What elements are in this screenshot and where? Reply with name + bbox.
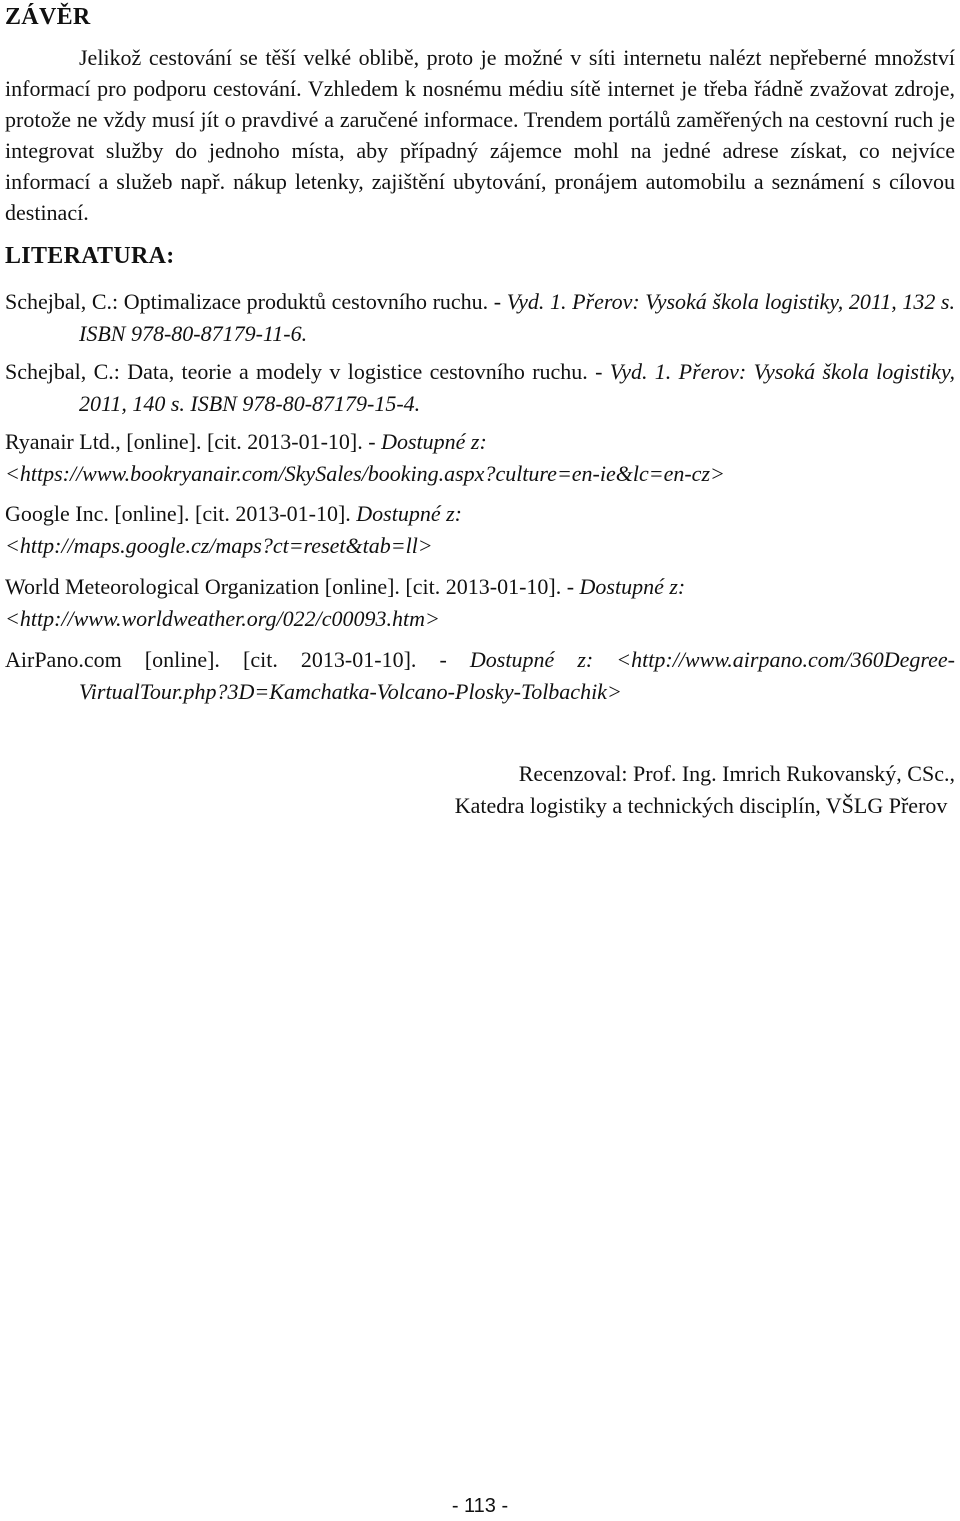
reference-item	[5, 644, 955, 707]
reference-url: <https://www.bookryanair.com/SkySales/booking.aspx?culture=en-ie&lc=en-cz>	[5, 460, 725, 486]
reference-available-url: Dostupné z: <http://www.airpano.com/360Degree-VirtualTour.php?3D=Kamchatka-Volcano-Plosky-Tolbachik>	[79, 647, 955, 704]
reference-url: <http://www.worldweather.org/022/c00093.htm>	[5, 605, 440, 631]
reference-item	[5, 571, 955, 634]
reference-text: Ryanair Ltd., [online]. [cit. 2013-01-10]. -	[5, 429, 382, 454]
reference-publication: Vyd. 1. Přerov: Vysoká škola logistiky, 2011, 132 s. ISBN 978-80-87179-11-6.	[79, 289, 955, 346]
reference-item	[5, 356, 955, 419]
reference-url: <http://maps.google.cz/maps?ct=reset&tab=ll>	[5, 532, 433, 558]
page-number: - 113 -	[451, 1495, 509, 1517]
reference-text: World Meteorological Organization [online]. [cit. 2013-01-10]. -	[5, 574, 580, 599]
reference-item	[5, 426, 955, 489]
reference-available: Dostupné z:	[381, 429, 487, 454]
conclusion-heading: ZÁVĚR	[5, 4, 91, 30]
conclusion-paragraph: Jelikož cestování se těší velké oblibě, proto je možné v síti internetu nalézt nepřeberné množství informací pro podporu cestování. Vzhledem k nosnému médiu sítě internet je třeba řádně zvažovat zdroje, protože ne vždy musí jít o pravdivé a zaručené informace. Trendem portálů zaměřených na cestovní ruch je integrovat služby do jednoho místa, aby případný zájemce mohl na jedné adrese získat, co nejvíce informací a služeb např. nákup letenky, zajištění ubytování, pronájem automobilu a seznámení s cílovou destinací.	[5, 45, 955, 225]
reference-text: AirPano.com [online]. [cit. 2013-01-10]. -	[5, 647, 470, 672]
reference-publication: Vyd. 1. Přerov: Vysoká škola logistiky, 2011, 140 s. ISBN 978-80-87179-15-4.	[79, 359, 955, 416]
reviewer-name: Recenzoval: Prof. Ing. Imrich Rukovanský, CSc.,	[518, 761, 955, 786]
literature-heading: LITERATURA:	[5, 243, 175, 269]
reference-text: Schejbal, C.: Optimalizace produktů cestovního ruchu. -	[5, 289, 507, 314]
reference-item	[5, 286, 955, 349]
reference-item	[5, 498, 955, 561]
reviewer-block	[455, 758, 955, 822]
document-page	[5, 0, 955, 1521]
reviewer-affiliation: Katedra logistiky a technických disciplín, VŠLG Přerov	[454, 793, 948, 818]
reference-available: Dostupné z:	[356, 501, 463, 526]
reference-text: Schejbal, C.: Data, teorie a modely v logistice cestovního ruchu. -	[5, 359, 610, 384]
reference-available: Dostupné z:	[579, 574, 686, 599]
reference-text: Google Inc. [online]. [cit. 2013-01-10].	[5, 501, 357, 526]
